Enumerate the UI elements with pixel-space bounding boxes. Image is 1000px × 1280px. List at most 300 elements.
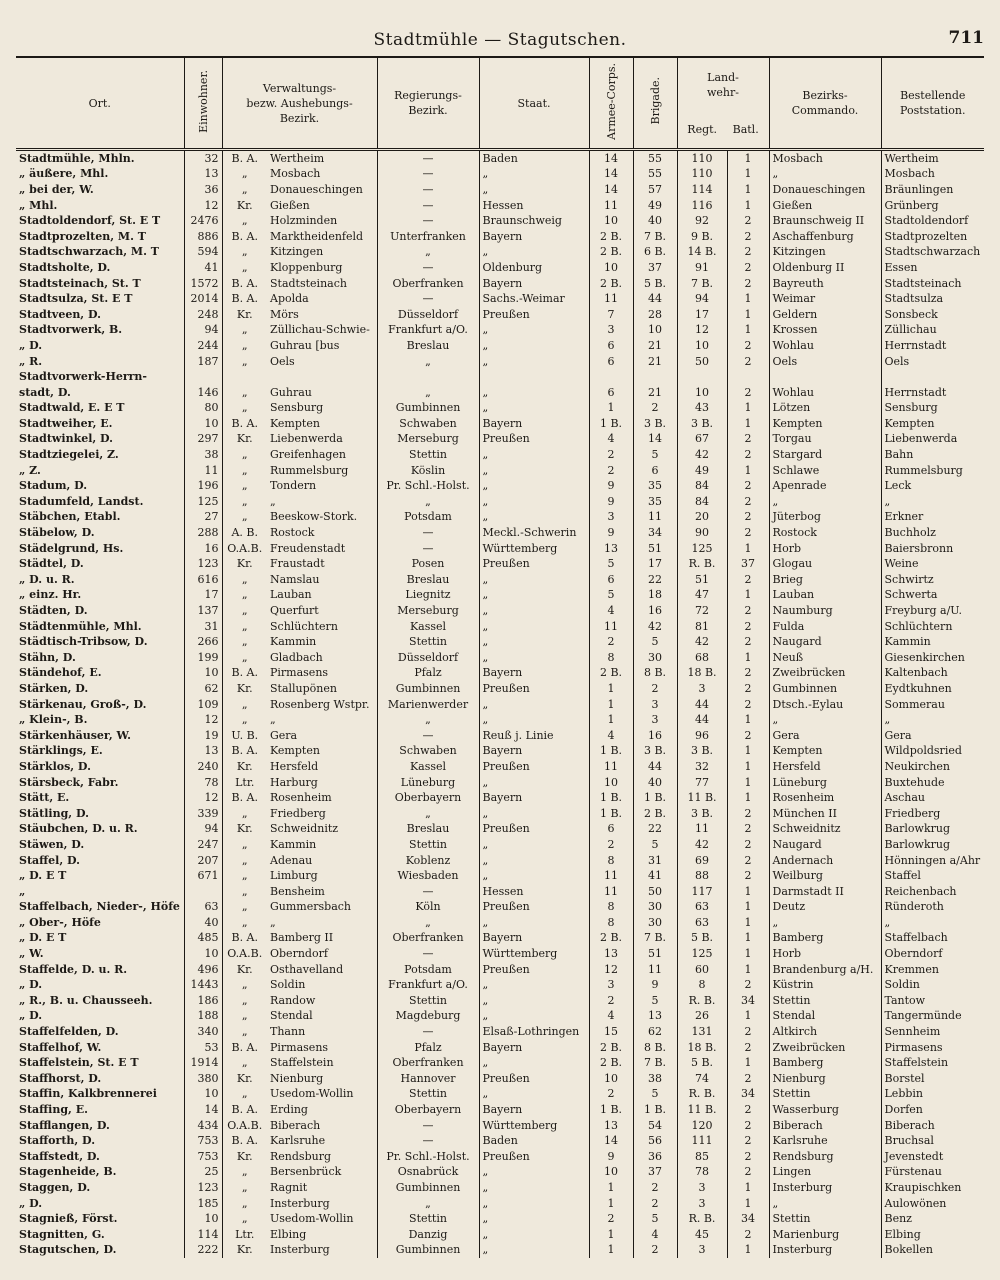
cell-bezirks-commando: Rendsburg bbox=[769, 1149, 881, 1165]
cell-brigade: 37 bbox=[633, 1165, 677, 1181]
cell-regierungsbezirk: Stettin bbox=[377, 1087, 479, 1103]
cell-ort: Staffelstein, St. E T bbox=[19, 1056, 139, 1070]
cell-landwehr-regt: 3 bbox=[677, 1196, 727, 1212]
table-row bbox=[16, 354, 984, 370]
cell-poststation: Kraupischken bbox=[881, 1180, 984, 1196]
cell-armeecorps: 1 bbox=[589, 697, 633, 713]
cell-bezirk-type: Kr. bbox=[222, 198, 267, 214]
cell-brigade: 5 bbox=[633, 634, 677, 650]
col-armeecorps: Armee-Corps. bbox=[589, 57, 633, 150]
cell-staat: Württemberg bbox=[479, 946, 589, 962]
cell-brigade: 21 bbox=[633, 354, 677, 370]
cell-landwehr-batl: 2 bbox=[727, 619, 769, 635]
cell-landwehr-batl: 1 bbox=[727, 915, 769, 931]
cell-bezirk-name: Apolda bbox=[270, 292, 309, 306]
cell-poststation: Buchholz bbox=[881, 525, 984, 541]
cell-regierungsbezirk: Kassel bbox=[377, 619, 479, 635]
cell-poststation: „ bbox=[881, 494, 984, 510]
cell-einwohner: 2476 bbox=[184, 213, 222, 229]
cell-brigade: 35 bbox=[633, 478, 677, 494]
cell-bezirk-name: Oels bbox=[270, 354, 295, 368]
cell-einwohner: 380 bbox=[184, 1071, 222, 1087]
table-row bbox=[16, 1243, 984, 1259]
cell-landwehr-regt: 26 bbox=[677, 1009, 727, 1025]
cell-landwehr-regt: 17 bbox=[677, 307, 727, 323]
cell-poststation: Gera bbox=[881, 728, 984, 744]
cell-bezirk-type: „ bbox=[222, 884, 267, 900]
cell-ort: Stadumfeld, Landst. bbox=[19, 494, 144, 508]
cell-bezirks-commando: Schlawe bbox=[769, 463, 881, 479]
cell-regierungsbezirk: — bbox=[377, 541, 479, 557]
cell-brigade: 42 bbox=[633, 619, 677, 635]
cell-poststation: Jevenstedt bbox=[881, 1149, 984, 1165]
cell-landwehr-regt: 90 bbox=[677, 525, 727, 541]
cell-einwohner: 62 bbox=[184, 681, 222, 697]
cell-poststation: Neukirchen bbox=[881, 759, 984, 775]
cell-ort: Staffstedt, D. bbox=[19, 1149, 100, 1163]
cell-bezirk-name: Mosbach bbox=[270, 167, 321, 181]
cell-staat: „ bbox=[479, 915, 589, 931]
cell-bezirks-commando: Darmstadt II bbox=[769, 884, 881, 900]
table-row bbox=[16, 525, 984, 541]
cell-ort: Stätling, D. bbox=[19, 806, 89, 820]
cell-landwehr-regt: 44 bbox=[677, 712, 727, 728]
col-landwehr-regt: Regt. bbox=[687, 122, 718, 136]
cell-regierungsbezirk: — bbox=[377, 728, 479, 744]
cell-armeecorps: 11 bbox=[589, 291, 633, 307]
cell-staat: „ bbox=[479, 354, 589, 370]
cell-armeecorps: 11 bbox=[589, 759, 633, 775]
cell-brigade: 40 bbox=[633, 775, 677, 791]
cell-landwehr-regt: 32 bbox=[677, 759, 727, 775]
cell-bezirk-type: „ bbox=[222, 900, 267, 916]
cell-landwehr-batl: 2 bbox=[727, 260, 769, 276]
cell-einwohner: 196 bbox=[184, 478, 222, 494]
cell-regierungsbezirk: Düsseldorf bbox=[377, 307, 479, 323]
cell-armeecorps: 15 bbox=[589, 1024, 633, 1040]
cell-poststation: „ bbox=[881, 712, 984, 728]
cell-bezirk-type: „ bbox=[222, 447, 267, 463]
cell-einwohner: 485 bbox=[184, 931, 222, 947]
cell-bezirk-name: Schweidnitz bbox=[270, 822, 339, 836]
cell-regierungsbezirk: Köln bbox=[377, 900, 479, 916]
cell-poststation: Stadtsteinach bbox=[881, 276, 984, 292]
cell-poststation: Staffelbach bbox=[881, 931, 984, 947]
cell-brigade: 3 B. bbox=[633, 416, 677, 432]
cell-landwehr-batl: 2 bbox=[727, 354, 769, 370]
cell-bezirk-type: Kr. bbox=[222, 1071, 267, 1087]
cell-poststation: Pirmasens bbox=[881, 1040, 984, 1056]
cell-einwohner: 94 bbox=[184, 822, 222, 838]
cell-bezirk-name: Bersenbrück bbox=[270, 1165, 342, 1179]
cell-staat: Bayern bbox=[479, 666, 589, 682]
cell-regierungsbezirk: Gumbinnen bbox=[377, 681, 479, 697]
cell-regierungsbezirk: „ bbox=[377, 915, 479, 931]
cell-brigade: 5 bbox=[633, 993, 677, 1009]
cell-bezirk-type: „ bbox=[222, 213, 267, 229]
cell-bezirk-type: „ bbox=[222, 354, 267, 370]
cell-einwohner: 496 bbox=[184, 962, 222, 978]
cell-regierungsbezirk: Oberfranken bbox=[377, 931, 479, 947]
cell-bezirks-commando: Altkirch bbox=[769, 1024, 881, 1040]
cell-bezirks-commando: Naumburg bbox=[769, 603, 881, 619]
cell-einwohner bbox=[184, 369, 222, 385]
cell-staat: Bayern bbox=[479, 416, 589, 432]
cell-einwohner: 125 bbox=[184, 494, 222, 510]
cell-einwohner: 114 bbox=[184, 1227, 222, 1243]
col-ort: Ort. bbox=[16, 57, 184, 150]
cell-landwehr-batl: 1 bbox=[727, 712, 769, 728]
cell-bezirk-name: Kempten bbox=[270, 416, 320, 430]
cell-armeecorps: 4 bbox=[589, 603, 633, 619]
cell-staat: „ bbox=[479, 1243, 589, 1259]
cell-poststation: Elbing bbox=[881, 1227, 984, 1243]
cell-bezirk-name: Nienburg bbox=[270, 1071, 324, 1085]
cell-bezirk-type: B. A. bbox=[222, 229, 267, 245]
cell-staat: Oldenburg bbox=[479, 260, 589, 276]
cell-einwohner: 1443 bbox=[184, 977, 222, 993]
cell-landwehr-batl: 1 bbox=[727, 931, 769, 947]
cell-ort: Stadtvorwerk, B. bbox=[19, 323, 123, 337]
cell-regierungsbezirk: Pfalz bbox=[377, 666, 479, 682]
cell-regierungsbezirk: — bbox=[377, 198, 479, 214]
cell-ort: „ D. bbox=[19, 978, 43, 992]
cell-regierungsbezirk: Stettin bbox=[377, 1211, 479, 1227]
cell-einwohner: 16 bbox=[184, 541, 222, 557]
cell-regierungsbezirk: Köslin bbox=[377, 463, 479, 479]
cell-ort: Stadtvorwerk-Herrn- bbox=[19, 370, 147, 384]
table-row bbox=[16, 1102, 984, 1118]
table-row bbox=[16, 681, 984, 697]
cell-brigade: 36 bbox=[633, 1149, 677, 1165]
cell-armeecorps: 1 bbox=[589, 1243, 633, 1259]
table-row bbox=[16, 759, 984, 775]
table-row bbox=[16, 775, 984, 791]
cell-einwohner: 1572 bbox=[184, 276, 222, 292]
table-row bbox=[16, 822, 984, 838]
cell-armeecorps: 14 bbox=[589, 182, 633, 198]
cell-bezirk-name: Limburg bbox=[270, 869, 318, 883]
cell-ort: Stärklings, E. bbox=[19, 744, 103, 758]
cell-einwohner: 297 bbox=[184, 432, 222, 448]
cell-brigade: 22 bbox=[633, 822, 677, 838]
cell-armeecorps: 2 B. bbox=[589, 666, 633, 682]
cell-brigade: 44 bbox=[633, 291, 677, 307]
cell-bezirk-name: Lauban bbox=[270, 588, 312, 602]
cell-landwehr-batl: 1 bbox=[727, 541, 769, 557]
cell-brigade: 13 bbox=[633, 1009, 677, 1025]
cell-landwehr-regt: 9 B. bbox=[677, 229, 727, 245]
cell-armeecorps: 8 bbox=[589, 900, 633, 916]
table-row bbox=[16, 884, 984, 900]
cell-landwehr-regt: 42 bbox=[677, 837, 727, 853]
cell-armeecorps: 2 B. bbox=[589, 931, 633, 947]
cell-ort: „ äußere, Mhl. bbox=[19, 167, 109, 181]
cell-regierungsbezirk: — bbox=[377, 1024, 479, 1040]
cell-einwohner: 10 bbox=[184, 666, 222, 682]
cell-armeecorps: 1 B. bbox=[589, 790, 633, 806]
cell-bezirk-type: A. B. bbox=[222, 525, 267, 541]
cell-poststation: Staffel bbox=[881, 868, 984, 884]
cell-bezirks-commando: Rostock bbox=[769, 525, 881, 541]
cell-landwehr-regt: 3 B. bbox=[677, 744, 727, 760]
cell-ort: Städtenmühle, Mhl. bbox=[19, 619, 142, 633]
cell-landwehr-regt: 63 bbox=[677, 900, 727, 916]
cell-staat: „ bbox=[479, 806, 589, 822]
table-row bbox=[16, 510, 984, 526]
cell-poststation: Fürstenau bbox=[881, 1165, 984, 1181]
cell-armeecorps: 2 B. bbox=[589, 1040, 633, 1056]
cell-bezirk-type: „ bbox=[222, 1024, 267, 1040]
cell-bezirks-commando: Lauban bbox=[769, 588, 881, 604]
cell-armeecorps: 4 bbox=[589, 1009, 633, 1025]
table-row bbox=[16, 1071, 984, 1087]
cell-regierungsbezirk: Osnabrück bbox=[377, 1165, 479, 1181]
table-row bbox=[16, 868, 984, 884]
cell-armeecorps: 10 bbox=[589, 260, 633, 276]
table-row bbox=[16, 650, 984, 666]
table-row bbox=[16, 993, 984, 1009]
cell-bezirks-commando: Gumbinnen bbox=[769, 681, 881, 697]
cell-staat: Preußen bbox=[479, 556, 589, 572]
cell-bezirk-type: B. A. bbox=[222, 744, 267, 760]
cell-einwohner: 31 bbox=[184, 619, 222, 635]
cell-regierungsbezirk: Potsdam bbox=[377, 510, 479, 526]
cell-bezirks-commando: Weilburg bbox=[769, 868, 881, 884]
table-row bbox=[16, 556, 984, 572]
cell-brigade: 16 bbox=[633, 728, 677, 744]
cell-brigade: 38 bbox=[633, 1071, 677, 1087]
cell-regierungsbezirk: Merseburg bbox=[377, 432, 479, 448]
cell-bezirk-name: „ bbox=[270, 915, 276, 929]
cell-staat: Bayern bbox=[479, 1102, 589, 1118]
gazetteer-table bbox=[16, 56, 984, 1258]
cell-armeecorps: 9 bbox=[589, 1149, 633, 1165]
cell-bezirk-name: Kitzingen bbox=[270, 245, 324, 259]
cell-bezirk-name: Kammin bbox=[270, 635, 317, 649]
cell-landwehr-regt: 12 bbox=[677, 323, 727, 339]
cell-ort: Staffin, Kalkbrennerei bbox=[19, 1087, 157, 1101]
cell-einwohner: 339 bbox=[184, 806, 222, 822]
cell-landwehr-regt: 14 B. bbox=[677, 245, 727, 261]
cell-poststation: Stadtoldendorf bbox=[881, 213, 984, 229]
cell-poststation: Herrnstadt bbox=[881, 385, 984, 401]
cell-armeecorps: 9 bbox=[589, 494, 633, 510]
cell-bezirks-commando: Aschaffenburg bbox=[769, 229, 881, 245]
cell-einwohner: 32 bbox=[184, 150, 222, 167]
cell-landwehr-regt: 69 bbox=[677, 853, 727, 869]
table-row bbox=[16, 416, 984, 432]
cell-landwehr-regt: 74 bbox=[677, 1071, 727, 1087]
cell-brigade: 55 bbox=[633, 150, 677, 167]
cell-armeecorps: 7 bbox=[589, 307, 633, 323]
cell-staat: „ bbox=[479, 775, 589, 791]
cell-landwehr-regt: 114 bbox=[677, 182, 727, 198]
cell-ort: Städtisch-Tribsow, D. bbox=[19, 635, 148, 649]
cell-einwohner: 434 bbox=[184, 1118, 222, 1134]
cell-ort: „ bei der, W. bbox=[19, 182, 94, 196]
cell-bezirk-type: B. A. bbox=[222, 1133, 267, 1149]
cell-armeecorps: 1 bbox=[589, 712, 633, 728]
cell-ort: „ Z. bbox=[19, 463, 41, 477]
cell-landwehr-batl: 2 bbox=[727, 494, 769, 510]
cell-bezirks-commando: Insterburg bbox=[769, 1243, 881, 1259]
cell-bezirk-type: Ltr. bbox=[222, 775, 267, 791]
cell-staat: „ bbox=[479, 572, 589, 588]
cell-ort: „ D. E T bbox=[19, 869, 67, 883]
cell-armeecorps: 6 bbox=[589, 385, 633, 401]
cell-landwehr-regt: 3 bbox=[677, 1180, 727, 1196]
cell-armeecorps: 5 bbox=[589, 556, 633, 572]
cell-bezirks-commando: Wohlau bbox=[769, 338, 881, 354]
cell-landwehr-batl: 1 bbox=[727, 650, 769, 666]
cell-bezirk-type: Kr. bbox=[222, 759, 267, 775]
table-row bbox=[16, 1118, 984, 1134]
cell-bezirks-commando: Hersfeld bbox=[769, 759, 881, 775]
cell-poststation: Dorfen bbox=[881, 1102, 984, 1118]
cell-ort: Staffelfelden, D. bbox=[19, 1025, 119, 1039]
cell-einwohner: 94 bbox=[184, 323, 222, 339]
cell-regierungsbezirk: Stettin bbox=[377, 837, 479, 853]
cell-poststation: Kempten bbox=[881, 416, 984, 432]
cell-bezirk-type: „ bbox=[222, 1211, 267, 1227]
table-body bbox=[16, 150, 984, 1259]
cell-landwehr-batl: 2 bbox=[727, 245, 769, 261]
cell-armeecorps: 8 bbox=[589, 650, 633, 666]
cell-poststation: Kammin bbox=[881, 634, 984, 650]
cell-bezirks-commando: Braunschweig II bbox=[769, 213, 881, 229]
cell-bezirk-name: Rummelsburg bbox=[270, 463, 349, 477]
cell-landwehr-regt: 81 bbox=[677, 619, 727, 635]
cell-bezirks-commando: Marienburg bbox=[769, 1227, 881, 1243]
table-row bbox=[16, 478, 984, 494]
cell-landwehr-batl: 34 bbox=[727, 993, 769, 1009]
cell-ort: Stagnitten, G. bbox=[19, 1227, 105, 1241]
table-row bbox=[16, 1133, 984, 1149]
cell-landwehr-batl: 2 bbox=[727, 1040, 769, 1056]
cell-poststation: Sensburg bbox=[881, 401, 984, 417]
cell-landwehr-regt: 63 bbox=[677, 915, 727, 931]
cell-bezirk-type: „ bbox=[222, 572, 267, 588]
cell-landwehr-batl: 2 bbox=[727, 806, 769, 822]
cell-armeecorps: 14 bbox=[589, 167, 633, 183]
cell-bezirk-type: „ bbox=[222, 323, 267, 339]
cell-armeecorps: 6 bbox=[589, 822, 633, 838]
cell-brigade: 62 bbox=[633, 1024, 677, 1040]
cell-landwehr-batl bbox=[727, 369, 769, 385]
cell-regierungsbezirk: „ bbox=[377, 712, 479, 728]
cell-bezirk-name: Bamberg II bbox=[270, 931, 334, 945]
cell-landwehr-batl: 1 bbox=[727, 1180, 769, 1196]
cell-bezirk-name: Pirmasens bbox=[270, 666, 329, 680]
cell-poststation: Bokellen bbox=[881, 1243, 984, 1259]
cell-brigade: 34 bbox=[633, 525, 677, 541]
cell-bezirks-commando: Andernach bbox=[769, 853, 881, 869]
cell-poststation: Bahn bbox=[881, 447, 984, 463]
cell-poststation: Stadtsulza bbox=[881, 291, 984, 307]
cell-staat: „ bbox=[479, 1227, 589, 1243]
cell-bezirks-commando: Naugard bbox=[769, 837, 881, 853]
cell-armeecorps: 2 bbox=[589, 837, 633, 853]
cell-bezirk-name: Insterburg bbox=[270, 1243, 330, 1257]
cell-armeecorps: 1 bbox=[589, 1227, 633, 1243]
cell-bezirks-commando: Lötzen bbox=[769, 401, 881, 417]
cell-landwehr-batl: 1 bbox=[727, 307, 769, 323]
cell-einwohner: 1914 bbox=[184, 1055, 222, 1071]
cell-bezirks-commando: „ bbox=[769, 1196, 881, 1212]
cell-landwehr-batl: 1 bbox=[727, 150, 769, 167]
cell-einwohner: 13 bbox=[184, 744, 222, 760]
cell-landwehr-regt: 47 bbox=[677, 588, 727, 604]
table-row bbox=[16, 1211, 984, 1227]
cell-landwehr-regt: 3 bbox=[677, 681, 727, 697]
cell-brigade: 56 bbox=[633, 1133, 677, 1149]
cell-poststation: Oels bbox=[881, 354, 984, 370]
cell-ort: Stadtschwarzach, M. T bbox=[19, 245, 159, 259]
table-row bbox=[16, 338, 984, 354]
cell-brigade: 2 B. bbox=[633, 806, 677, 822]
cell-poststation: Aschau bbox=[881, 790, 984, 806]
cell-einwohner: 185 bbox=[184, 1196, 222, 1212]
cell-poststation: Eydtkuhnen bbox=[881, 681, 984, 697]
cell-bezirks-commando: München II bbox=[769, 806, 881, 822]
cell-poststation: Buxtehude bbox=[881, 775, 984, 791]
table-row bbox=[16, 307, 984, 323]
cell-landwehr-regt: 60 bbox=[677, 962, 727, 978]
cell-poststation: Liebenwerda bbox=[881, 432, 984, 448]
cell-ort: Stähn, D. bbox=[19, 650, 76, 664]
cell-landwehr-regt: 8 bbox=[677, 977, 727, 993]
cell-staat: „ bbox=[479, 463, 589, 479]
cell-bezirk-name: Fraustadt bbox=[270, 557, 325, 571]
table-row bbox=[16, 666, 984, 682]
cell-landwehr-regt: 131 bbox=[677, 1024, 727, 1040]
cell-staat: Preußen bbox=[479, 962, 589, 978]
cell-einwohner: 753 bbox=[184, 1149, 222, 1165]
cell-landwehr-regt: 68 bbox=[677, 650, 727, 666]
cell-einwohner: 199 bbox=[184, 650, 222, 666]
cell-regierungsbezirk: — bbox=[377, 525, 479, 541]
cell-landwehr-batl: 1 bbox=[727, 167, 769, 183]
cell-bezirk-name: Gießen bbox=[270, 198, 310, 212]
cell-armeecorps: 3 bbox=[589, 510, 633, 526]
table-row bbox=[16, 712, 984, 728]
cell-staat: „ bbox=[479, 837, 589, 853]
cell-poststation: Hönningen a/Ahr bbox=[881, 853, 984, 869]
cell-bezirks-commando bbox=[769, 369, 881, 385]
cell-staat: Bayern bbox=[479, 1040, 589, 1056]
cell-ort: Ständehof, E. bbox=[19, 666, 102, 680]
cell-regierungsbezirk: Oberbayern bbox=[377, 790, 479, 806]
cell-landwehr-batl: 1 bbox=[727, 744, 769, 760]
cell-einwohner: 671 bbox=[184, 868, 222, 884]
cell-poststation: Oberndorf bbox=[881, 946, 984, 962]
cell-poststation: Freyburg a/U. bbox=[881, 603, 984, 619]
cell-einwohner: 244 bbox=[184, 338, 222, 354]
cell-bezirk-type: Kr. bbox=[222, 962, 267, 978]
cell-landwehr-batl: 1 bbox=[727, 323, 769, 339]
cell-bezirk-type: „ bbox=[222, 1196, 267, 1212]
cell-bezirk-name: Wertheim bbox=[270, 151, 325, 165]
cell-bezirk-type: B. A. bbox=[222, 276, 267, 292]
cell-bezirk-type: Kr. bbox=[222, 1149, 267, 1165]
cell-ort: Stärkenau, Groß-, D. bbox=[19, 697, 147, 711]
cell-bezirk-name: Kammin bbox=[270, 837, 317, 851]
table-row bbox=[16, 494, 984, 510]
cell-bezirks-commando: Zweibrücken bbox=[769, 1040, 881, 1056]
cell-staat: Meckl.-Schwerin bbox=[479, 525, 589, 541]
cell-ort: „ D. bbox=[19, 1196, 43, 1210]
